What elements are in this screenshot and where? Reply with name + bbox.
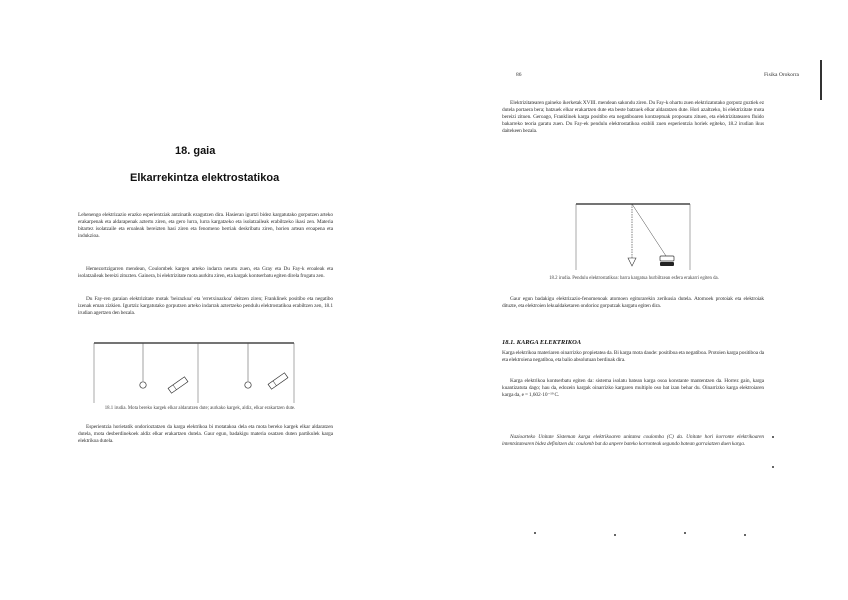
margin-mark (772, 466, 774, 468)
running-head: Fisika Orokorra (764, 72, 799, 78)
section-heading: 18.1. KARGA ELEKTRIKOA (502, 339, 582, 346)
right-paragraph: Karga elektrikoa materiaren oinarrizko propietatea da. Bi karga mota daude: positiboa eta negatiboa. Protoien karga positiboa da eta elektroiena negatiboa, eta balio absolutuan berdinak dira. (502, 350, 764, 364)
right-paragraph: Gaur egun badakigu elektrizazio-fenomenoak atomoen egiturarekin zerikusia dutela. Atomoek protoiak eta elektroiak dituzte, eta elektroien lekualdaketaren ondorioz gorputzak kargatu egiten dira. (502, 296, 764, 310)
left-paragraph: Esperientzia horietatik ondorioztatzen da karga elektrikoa bi motatakoa dela eta mota bereko kargek elkar aldaratzen dutela, mota desberdinekoek aldiz elkar erakartzen dutela. Gaur egun, badakigu materia osatzen duten partikulek karga elektrikoa dutela. (78, 424, 333, 445)
margin-rule (820, 60, 822, 100)
chapter-title: Elkarrekintza elektrostatikoa (130, 172, 280, 184)
left-paragraph: Lehenengo elektrizazio erazko esperientziak antzinatik ezagutzen dira. Hasieran igurtzi bidez kargatutako gorputzen arteko erakarpenak eta aldarapenak aztertu ziren, eta gero lurra, lurra kargatzeko eta isolatzaileak erabiltzeko ikasi zen. Materia bitartez isolatzaile eta eroaleak bereizten hasi ziren eta fenomeno berriak deskribatu ziren, horien artean eroapena eta indukzioa. (78, 212, 333, 240)
right-paragraph: Karga elektrikoa kontserbatu egiten da: sistema isolatu batean karga osoa konstante mantentzen da. Horrez gain, karga kuantizatuta dago; hau da, edozein kargak oinarrizko kargaren multiplo oso bat izan behar du. Oinarrizko karga elektroiaren karga da, e = 1,602·10⁻¹⁹ C. (502, 378, 764, 399)
page-number: 86 (516, 72, 522, 78)
scan-speck (534, 532, 536, 534)
figure-caption-left: 18.1 irudia. Mota bereko kargek elkar aldaratzen dute; aurkako kargek, aldiz, elkar erakartzen dute. (104, 406, 296, 411)
right-paragraph: Elektrizitatearen gaineko ikerketak XVIII. mendean sakondu ziren. Du Fay-k ohartu zuen elektrizatutako gorputz guztiek ez dutela portaera bera; batzuek elkar erakartzen dute eta beste batzuek elkar aldaratzen dute. Hori azaltzeko, bi elektrizitate mota bereizi zituen. Geroago, Franklinek karga positibo eta negatiboaren kontzeptuak proposatu zituen, eta elektrizitatearen fluido bakarreko teoria garatu zuen. Du Fay-ek pendulu elektrostatikoa erabili zuen esperientzia horiek egiteko, 18.2 irudian ikus daitekeen bezala. (502, 100, 764, 135)
scan-speck (744, 534, 746, 536)
chapter-number: 18. gaia (175, 145, 216, 157)
pendulum-figure-left (88, 337, 308, 405)
left-paragraph: Hemezortzigarren mendean, Coulombek kargen arteko indarra neurtu zuen, eta Gray eta Du Fay-k eroaleak eta isolatzaileak bereizi zituzten. Gainera, bi elektrizitate mota aurkitu ziren, eta kargak kontserbatu egiten direla frogatu zen. (78, 266, 333, 280)
right-page (424, 0, 848, 600)
figure-caption-right: 18.2 irudia. Pendulu elektrostatikoa: barra kargatua hurbiltzean esfera erakarri egiten da. (549, 276, 719, 281)
margin-mark (772, 436, 774, 438)
scan-speck (684, 532, 686, 534)
right-paragraph-italic: Nazioarteko Unitate Sisteman karga elektrikoaren unitatea coulomba (C) da. Unitate hori korronte elektrikoaren intentsitatearen bidez definitzen da: coulomb bat da anpere bateko korronteak segundo batean garraiatzen duen karga. (502, 434, 764, 448)
scan-speck (614, 534, 616, 536)
left-paragraph: Du Fay-ren garaian elektrizitate motak 'beirazkoa' eta 'erretxinazkoa' deitzen ziren; Franklinek positibo eta negatibo izenak eman zizkien. Igurtziz kargatutako gorputzen arteko indarrak aztertzeko pendulu elektrostatikoa erabiltzen zen, 18.1 irudian agertzen den bezala. (78, 296, 333, 317)
pendulum-figure-right (574, 200, 694, 272)
